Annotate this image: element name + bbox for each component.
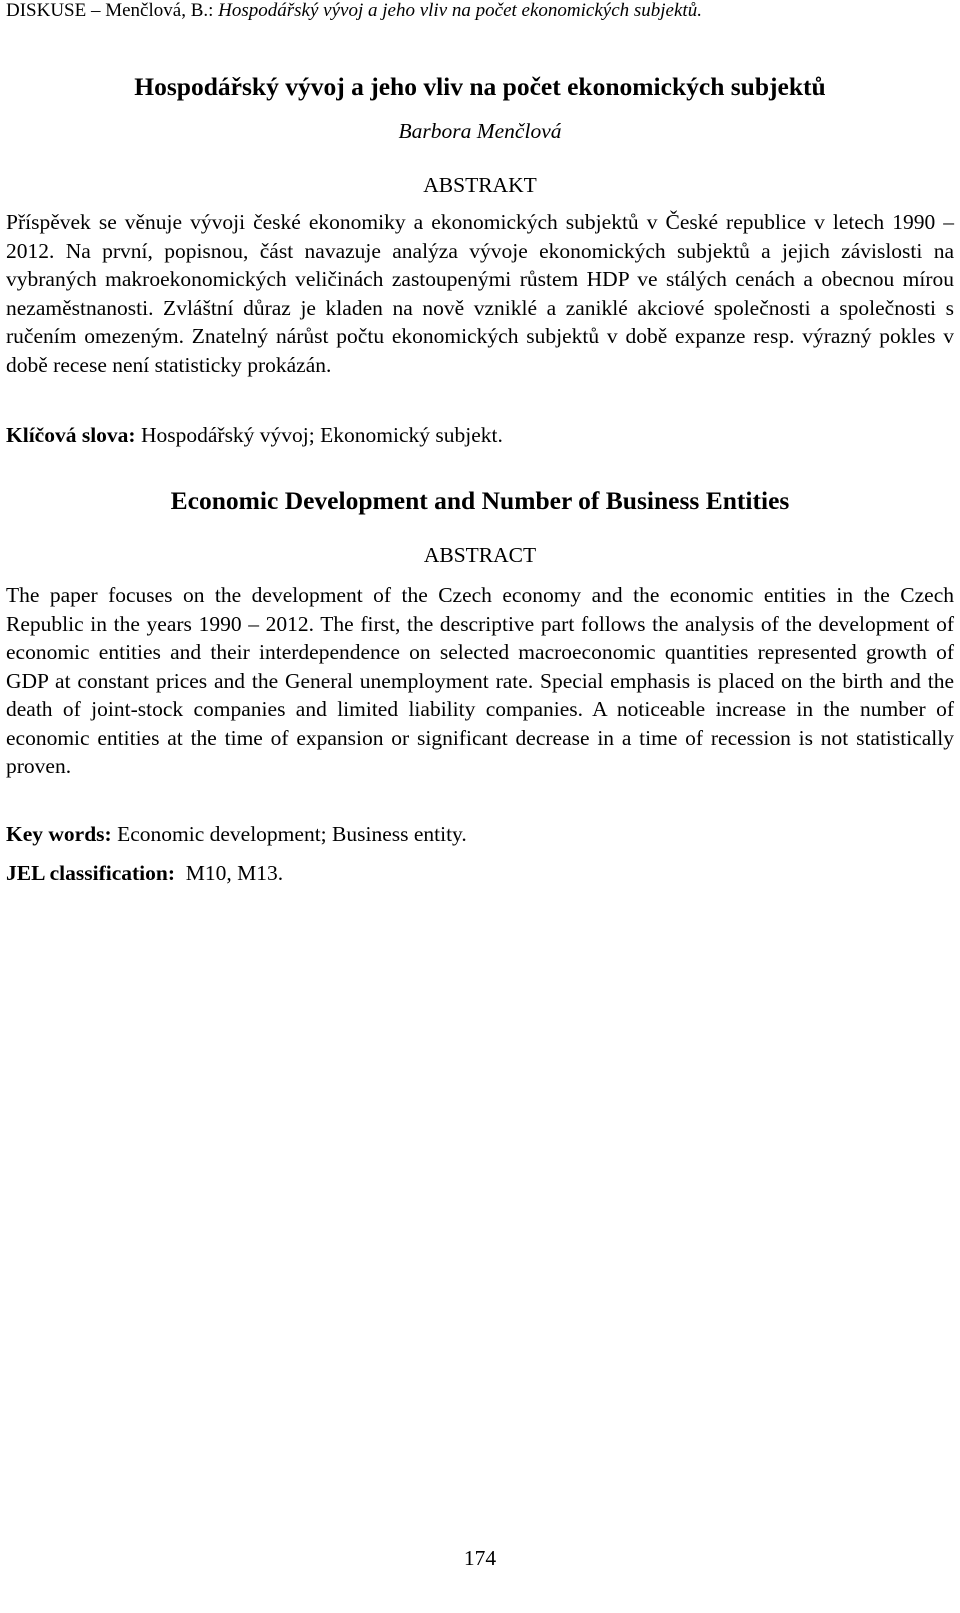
running-header bbox=[6, 0, 702, 22]
keywords-value-czech: Hospodářský vývoj; Ekonomický subjekt. bbox=[135, 423, 503, 447]
jel-label: JEL classification: bbox=[6, 861, 176, 885]
keywords-value-english: Economic development; Business entity. bbox=[111, 822, 467, 846]
keywords-czech bbox=[6, 421, 503, 449]
author-name: Barbora Menčlová bbox=[398, 119, 562, 143]
jel-value: M10, M13. bbox=[175, 861, 284, 885]
jel-classification bbox=[6, 859, 283, 887]
abstract-text-czech: Příspěvek se věnuje vývoji české ekonomiky a ekonomických subjektů v České republice v letech 1990 – 2012. Na první, popisnou, část navazuje analýza vývoje ekonomických subjektů a jejich závislosti na vybraných makroekonomických veličinách zastoupenými růstem HDP ve stálých cenách a obecnou mírou nezaměstnanosti. Zvláštní důraz je kladen na nově vzniklé a zaniklé akciové společnosti a společnosti s ručením omezeným. Znatelný nárůst počtu ekonomických subjektů v době expanze resp. výrazný pokles v době recese není statisticky prokázán. bbox=[6, 210, 954, 377]
running-header-title: Hospodářský vývoj a jeho vliv na počet ekonomických subjektů. bbox=[218, 0, 702, 21]
page-number: 174 bbox=[463, 1546, 497, 1570]
keywords-label-czech: Klíčová slova: bbox=[6, 423, 136, 447]
abstract-heading-english: ABSTRACT bbox=[423, 543, 537, 567]
keywords-english bbox=[6, 820, 467, 848]
paper-title-czech: Hospodářský vývoj a jeho vliv na počet ekonomických subjektů bbox=[134, 72, 826, 101]
paper-title-english: Economic Development and Number of Business Entities bbox=[170, 486, 790, 515]
abstract-heading-czech: ABSTRAKT bbox=[423, 173, 537, 197]
running-header-author: DISKUSE – Menčlová, B.: bbox=[6, 0, 219, 21]
keywords-label-english: Key words: bbox=[6, 822, 112, 846]
abstract-text-english: The paper focuses on the development of the Czech economy and the economic entities in the Czech Republic in the years 1990 – 2012. The first, the descriptive part follows the analysis of the development of economic entities and their interdependence on selected macroeconomic quantities represented growth of GDP at constant prices and the General unemployment rate. Special emphasis is placed on the birth and the death of joint-stock companies and limited liability companies. A noticeable increase in the number of economic entities at the time of expansion or significant decrease in a time of recession is not statistically proven. bbox=[6, 583, 954, 778]
